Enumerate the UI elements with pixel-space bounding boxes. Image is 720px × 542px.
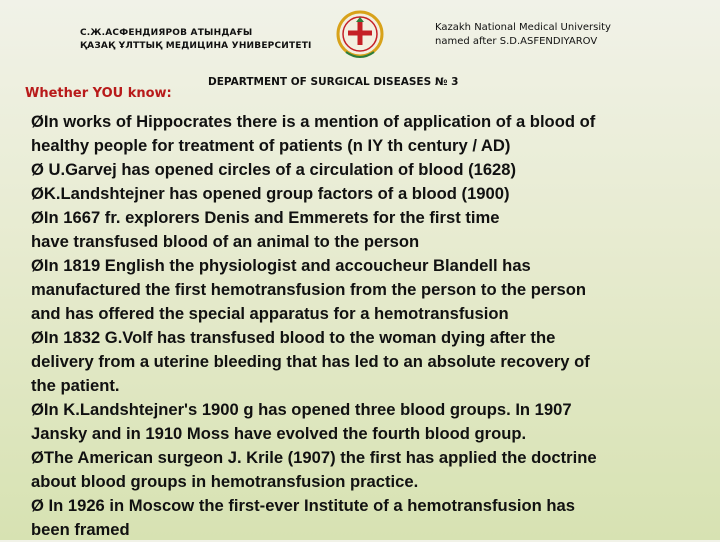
text-line: been framed	[31, 520, 130, 539]
text-line: and has offered the special apparatus for a hemotransfusion	[31, 304, 509, 323]
text-line: the patient.	[31, 376, 120, 395]
text-line: ØIn 1667 fr. explorers Denis and Emmerets for the first time	[31, 208, 500, 227]
text-line: ØThe American surgeon J. Krile (1907) the first has applied the doctrine	[31, 448, 597, 467]
university-emblem-icon	[336, 8, 384, 64]
text-line: Ø U.Garvej has opened circles of a circulation of blood (1628)	[31, 160, 517, 179]
university-name-english-line2: named after S.D.ASFENDIYAROV	[435, 36, 598, 47]
text-line: healthy people for treatment of patients (n IY th century / AD)	[31, 136, 511, 155]
university-name-english-line1: Kazakh National Medical University	[435, 22, 611, 33]
department-title: DEPARTMENT OF SURGICAL DISEASES № 3	[208, 76, 459, 88]
text-line: ØK.Landshtejner has opened group factors of a blood (1900)	[31, 184, 510, 203]
university-name-kazakh	[80, 27, 312, 53]
text-line: Ø In 1926 in Moscow the first-ever Institute of a hemotransfusion has	[31, 496, 576, 515]
history-list	[31, 110, 717, 542]
text-line: delivery from a uterine bleeding that has led to an absolute recovery of	[31, 352, 590, 371]
text-line: about blood groups in hemotransfusion practice.	[31, 472, 419, 491]
text-line: ØIn 1832 G.Volf has transfused blood to the woman dying after the	[31, 328, 556, 347]
university-name-kazakh-line1: С.Ж.АСФЕНДИЯРОВ АТЫНДАҒЫ	[80, 28, 253, 38]
university-name-kazakh-line2: ҚАЗАҚ ҰЛТТЫҚ МЕДИЦИНА УНИВЕРСИТЕТІ	[80, 41, 312, 51]
text-line: Jansky and in 1910 Moss have evolved the fourth blood group.	[31, 424, 527, 443]
text-line: manufactured the first hemotransfusion from the person to the person	[31, 280, 587, 299]
university-name-english	[435, 21, 611, 49]
whether-you-know-label: Whether YOU know:	[25, 86, 172, 101]
text-line: ØIn K.Landshtejner's 1900 g has opened three blood groups. In 1907	[31, 400, 572, 419]
text-line: ØIn works of Hippocrates there is a mention of application of a blood of	[31, 112, 596, 131]
text-line: ØIn 1819 English the physiologist and accoucheur Blandell has	[31, 256, 531, 275]
text-line: have transfused blood of an animal to the person	[31, 232, 420, 251]
